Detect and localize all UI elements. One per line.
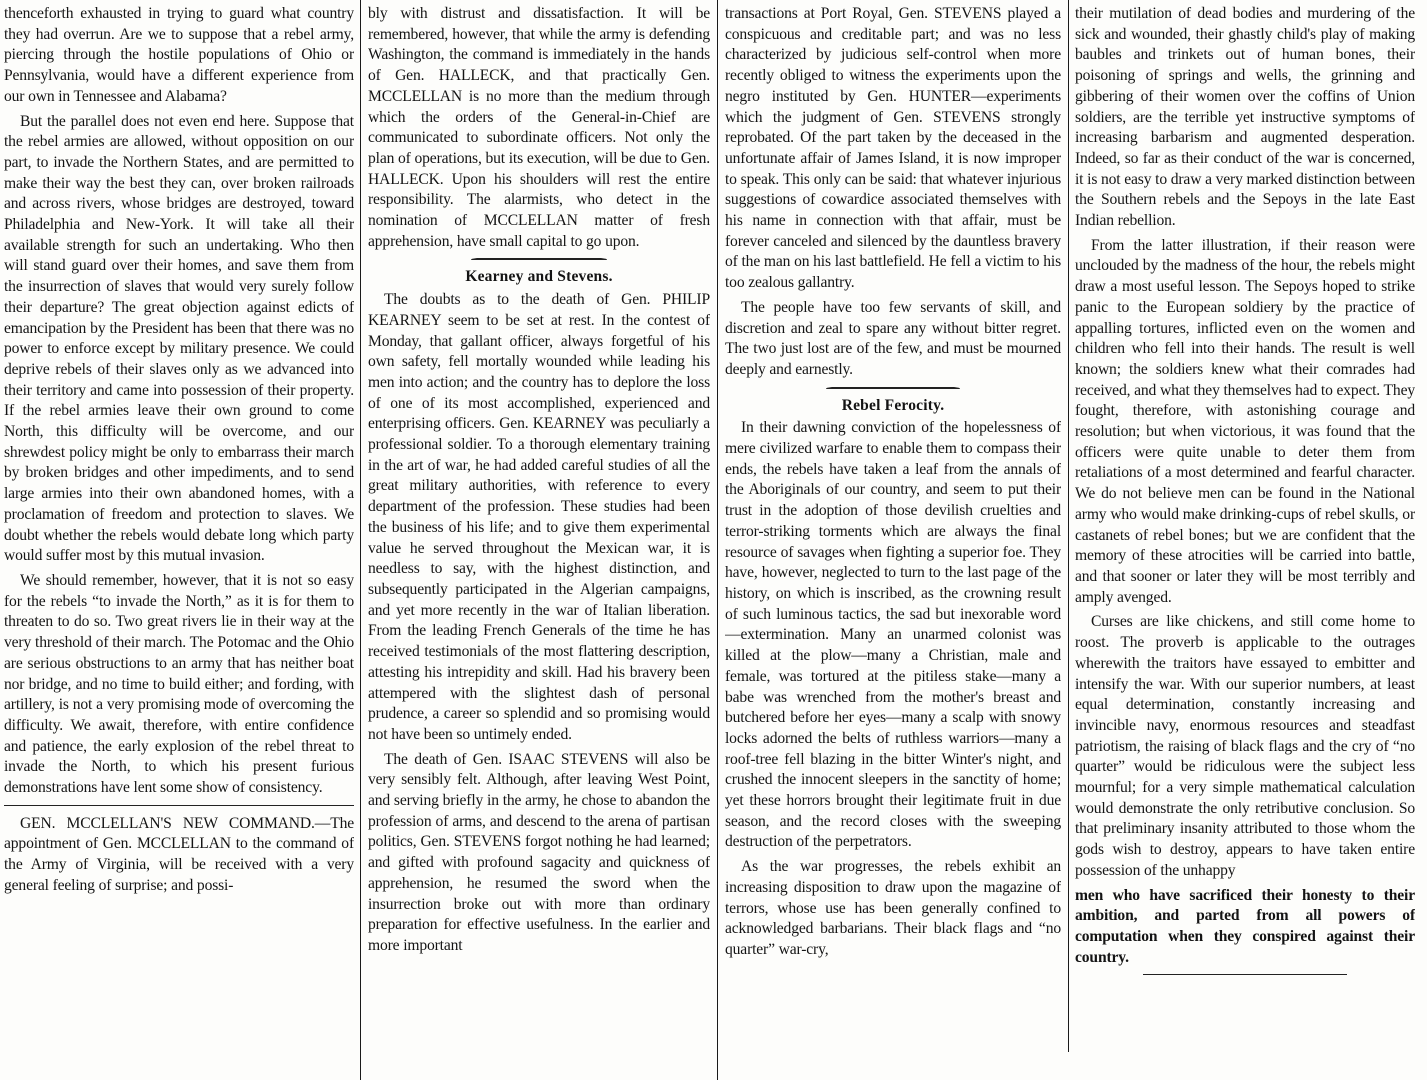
article-paragraph: GEN. MCCLELLAN'S NEW COMMAND.—The appointment of Gen. MCCLELLAN to the command of the Army of Virginia, will be received with a very general feeling of surprise; and possi- <box>4 814 354 894</box>
article-paragraph: As the war progresses, the rebels exhibit an increasing disposition to draw upon the magazine of terrors, whose use has been generally confined to acknowledged barbarians. Their black flags and “no quarter” war-cry, <box>725 858 1061 958</box>
ornamental-divider <box>471 256 608 263</box>
column-4 <box>1075 4 1415 1078</box>
article-paragraph: The people have too few servants of skill, and discretion and zeal to spare any without bitter regret. The two just lost are of the few, and must be mourned deeply and earnestly. <box>725 298 1061 378</box>
article-heading: Kearney and Stevens. <box>465 268 613 286</box>
article-paragraph: But the parallel does not even end here. Suppose that the rebel armies are allowed, without opposition on our part, to invade the Northern States, and are permitted to make their way the best they can, over broken railroads and across rivers, whose bridges are destroyed, toward Philadelphia and New-York. It will take all their available strength for such an undertaking. Who then will stand guard over their homes, and save them from the insurrection of slaves that would very surely follow their departure? The great objection against edicts of emancipation by the President has been that there was no power to enforce except by military presence. We could deprive rebels of their slaves only as we advanced into their territory and came into possession of their property. If the rebel armies leave their own ground to come North, this difficulty will be overcome, and our shrewdest policy might be only to embarrass their march by broken bridges and other impediments, and to send large armies into their own abandoned homes, with a proclamation of freedom and protection to slaves. We doubt whether the rebels would debate long which party would suffer most by this mutual invasion. <box>4 112 354 565</box>
article-paragraph: their mutilation of dead bodies and murdering of the sick and wounded, their ghastly child's play of making baubles and trinkets out of human bones, their poisoning of springs and wells, the grinning and gibbering of their women over the coffins of Union soldiers, are the terrible yet instructive symptoms of increasing barbarism and augmented desperation. Indeed, so far as their conduct of the war is concerned, it is not easy to draw a very marked distinction between the Southern rebels and the Sepoys in the late East Indian rebellion. <box>1075 5 1415 230</box>
column-rule <box>717 0 718 1080</box>
article-paragraph: We should remember, however, that it is not so easy for the rebels “to invade the North,” as it is for them to threaten to do so. Two great rivers lie in their way at the very threshold of their march. The Potomac and the Ohio are serious obstructions to an army that has neither boat nor bridge, and no time to build either; and fording, with artillery, is not a very promising mode of overcoming the difficulty. We await, therefore, with entire confidence and patience, the early explosion of the rebel threat to invade the North, to which his present furious demonstrations have lent some show of consistency. <box>4 571 354 797</box>
article-paragraph: thenceforth exhausted in trying to guard what country they had overrun. Are we to suppose that a rebel army, piercing through the hostile populations of Ohio or Pennsylvania, would have a different experience from our own in Tennessee and Alabama? <box>4 5 354 105</box>
article-paragraph: The doubts as to the death of Gen. PHILIP KEARNEY seem to be set at rest. In the contest of Monday, that gallant officer, always forgetful of his own safety, fell mortally wounded while leading his men into action; and the country has to deplore the loss of one of its most accomplished, experienced and enterprising officers. Gen. KEARNEY was peculiarly a professional soldier. To a thorough elementary training in the art of war, he had added careful studies of all the great military authorities, with reference to every department of the profession. These studies had been the business of his life; and to give them experimental value he served throughout the Mexican war, it is needless to say, with the highest distinction, and subsequently participated in the Algerian campaigns, and yet more recently in the war of Italian liberation. From the leading French Generals of the time he has received testimonials of the most flattering description, attesting his intrepidity and skill. Had his bravery been attempered with the slightest dash of personal prudence, a career so splendid and so promising would not have been so untimely ended. <box>368 291 710 743</box>
article-paragraph: men who have sacrificed their honesty to their ambition, and parted from all powers of computation when they conspired against their country. <box>1075 886 1415 966</box>
section-divider <box>1143 974 1347 975</box>
article-paragraph: In their dawning conviction of the hopelessness of mere civilized warfare to enable them to compass their ends, the rebels have taken a leaf from the annals of the Aboriginals of our country, and seem to put their trust in the adoption of those devilish cruelties and terror-striking torments which are always the final resource of savages when fighting a superior foe. They have, however, neglected to turn to the last page of the history, on which is inscribed, as the crowning result of such luminous tactics, the sad but inexorable word—extermination. Many an unarmed colonist was killed at the plow—many a Christian, male and female, was tortured at the pitiless stake—many a babe was wrenched from the mother's breast and butchered before her eyes—many a scalp with snowy locks adorned the belts of ruthless warriors—many a roof-tree fell blazing in the bitter Winter's night, and crushed the innocent sleepers in the sanctity of home; yet these horrors brought their legitimate fruit in due season, and the record closes with the sweeping destruction of the perpetrators. <box>725 419 1061 851</box>
column-1 <box>4 4 354 1078</box>
column-2 <box>368 4 710 1078</box>
section-divider <box>4 805 354 806</box>
column-rule <box>360 0 361 1080</box>
article-paragraph: From the latter illustration, if their reason were unclouded by the madness of the hour, the rebels might draw a most useful lesson. The Sepoys hoped to strike panic to the European soldiery by the practice of appalling tortures, inflicted even on the women and children who fell into their hands. The result is well known; the soldiers knew what their comrades had received, and what they themselves had to expect. They fought, therefore, with astonishing courage and resolution; but when victorious, it was found that the officers were quite unable to deter them from retaliations of a most determined and fearful character. We do not believe men can be found in the National army who would make drinking-cups of rebel skulls, or castanets of rebel bones; but we are confident that the memory of these atrocities will be carried into battle, and that sooner or later they will be most terribly and amply avenged. <box>1075 236 1415 606</box>
column-rule <box>1068 0 1069 1052</box>
ornamental-divider <box>826 385 960 392</box>
column-3 <box>725 4 1061 1078</box>
article-paragraph: Curses are like chickens, and still come home to roost. The proverb is applicable to the outrages wherewith the traitors have essayed to embitter and intensify the war. With our superior numbers, at least equal determination, constantly increasing and invincible navy, enormous resources and steadfast patriotism, the raising of black flags and the cry of “no quarter” would be ridiculous were the subject less mournful; for a very simple mathematical calculation would demonstrate the only retributive conclusion. So that preliminary insanity attributed to those whom the gods wish to destroy, appears to have taken entire possession of the unhappy <box>1075 613 1415 879</box>
article-paragraph: The death of Gen. ISAAC STEVENS will also be very sensibly felt. Although, after leaving West Point, and serving briefly in the army, he chose to abandon the profession of arms, and descend to the arena of partisan politics, Gen. STEVENS forgot nothing he had learned; and gifted with profound sagacity and quickness of apprehension, he resumed the sword when the insurrection broke out with more than ordinary preparation for effective usefulness. In the earlier and more important <box>368 750 710 954</box>
article-paragraph: transactions at Port Royal, Gen. STEVENS played a conspicuous and creditable part; and was no less characterized by judicious self-control when more recently obliged to witness the experiments upon the negro instituted by Gen. HUNTER—experiments which the judgment of Gen. STEVENS strongly reprobated. Of the part taken by the deceased in the unfortunate affair of James Island, it is now improper to speak. This only can be said: that whatever injurious suggestions of cowardice associated themselves with his name in connection with that affair, must be forever canceled and silenced by the dauntless bravery of the man on his last battlefield. He fell a victim to his too zealous gallantry. <box>725 5 1061 292</box>
article-paragraph: bly with distrust and dissatisfaction. It will be remembered, however, that while the army is defending Washington, the command is immediately in the hands of Gen. HALLECK, and that practically Gen. MCCLELLAN is no more than the medium through which the orders of the General-in-Chief are communicated to subordinate officers. Not only the plan of operations, but its execution, will be due to Gen. HALLECK. Upon his shoulders will rest the entire responsibility. The alarmists, who detect in the nomination of MCCLELLAN matter of fresh apprehension, have small capital to go upon. <box>368 5 710 250</box>
article-heading: Rebel Ferocity. <box>841 396 945 414</box>
